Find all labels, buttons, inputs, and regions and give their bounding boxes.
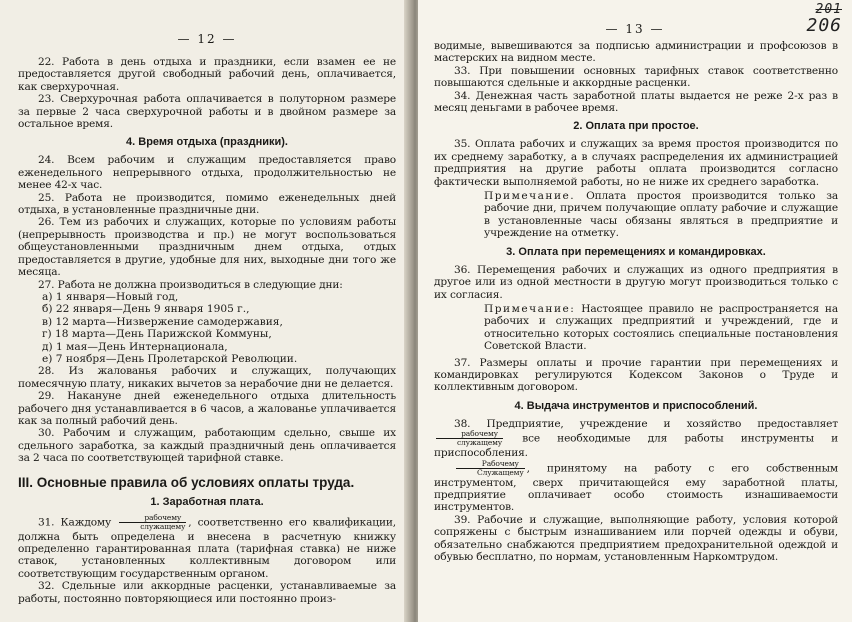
p38-mid: все необходимые для работы инструменты и приспособления. xyxy=(434,432,838,460)
note-label: Примечание: xyxy=(484,302,576,315)
holiday-item: а) 1 января—Новый год, xyxy=(42,290,179,303)
holiday-item: е) 7 ноября—День Пролетарской Революции. xyxy=(42,352,298,365)
holiday-item: г) 18 марта—День Парижской Коммуны, xyxy=(42,328,272,341)
heading-downtime: 2. Оплата при простое. xyxy=(573,120,699,133)
p31-rest: , соответственно его квалификации, должна быть определена и внесена в расчетную книжку определенно гарантированная плата (тарифная ставка) не ниже ставок, установленных коллективным договором или соответствующим государственным органом. xyxy=(18,516,397,580)
handwritten-archive-number xyxy=(806,2,842,34)
fraction-top: рабочему xyxy=(436,430,503,439)
paragraph-32: 32. Сдельные или аккордные расценки, устанавливаемые за работы, постоянно повторяющиеся или постоянно произ- xyxy=(18,580,396,605)
fraction-bottom: Служащему xyxy=(477,467,524,477)
note-downtime xyxy=(434,190,838,240)
paragraph-33: 33. При повышении основных тарифных ставок соответственно повышаются сдельные и аккордные расценки. xyxy=(434,64,838,90)
left-page xyxy=(0,0,410,622)
paragraph-25: 25. Работа не производится, помимо еженедельных дней отдыха, в установленные праздничные дни. xyxy=(18,191,396,217)
note-transfers xyxy=(434,303,838,353)
note-label: Примечание. xyxy=(484,190,576,203)
paragraph-26: 26. Тем из рабочих и служащих, которые по условиям работы (непрерывность производства и пр.) не могут воспользоваться общеустановленными праздничным днем отдыха, отдых предоставляется в другие, удобные для них, выходные дни того же месяца. xyxy=(18,216,396,279)
paragraph-39: 39. Рабочие и служащие, выполняющие работу, условия которой сопряжены с быстрым изнашиванием или порчей одежды и обуви, обязательно снабжаются предприятием предохранительной одеждой и обувью бесплатно, по нормам, установленным Наркомтрудом. xyxy=(434,513,838,563)
note-text: Оплата простоя производится только за рабочие дни, причем получающие оплату рабочие и служащие в установленные часы обязаны являться в предприятие и учреждение на отметку. xyxy=(484,190,838,240)
paragraph-37: 37. Размеры оплаты и прочие гарантии при перемещениях и командировках регулируются Кодексом Законов о Труде и коллективным договором. xyxy=(434,356,838,394)
holiday-item: б) 22 января—День 9 января 1905 г., xyxy=(42,303,250,316)
note-downtime-body xyxy=(484,190,838,240)
worker-employee-fraction xyxy=(436,430,503,447)
paragraph-35: 35. Оплата рабочих и служащих за время простоя производится по их среднему заработку, а в случаях распределения их администрацией предприятия на другие работы оплата производится согласно фактически выполняемой работы, но не ниже их среднего заработка. xyxy=(434,138,838,188)
worker-employee-fraction xyxy=(119,514,186,531)
heading-rest-time: 4. Время отдыха (праздники). xyxy=(126,136,288,149)
fraction-top: Рабочему xyxy=(456,460,525,469)
paragraph-23: 23. Сверхурочная работа оплачивается в полуторном размере за первые 2 часа сверхурочной работы и в двойном размере за остальное время. xyxy=(18,93,396,131)
paragraph-29: 29. Накануне дней еженедельного отдыха длительность рабочего дня устанавливается в 6 часов, а жалованье уплачивается как за полный рабочий день. xyxy=(18,390,396,427)
paragraph-22: 22. Работа в день отдыха и праздники, если взамен ее не предоставляется другой свободный рабочий день, оплачивается, как сверхурочная. xyxy=(18,56,396,93)
paragraph-24: 24. Всем рабочим и служащим предоставляется право еженедельного непрерывного отдыха, продолжительностью не менее 42-х час. xyxy=(18,154,396,192)
heading-transfers: 3. Оплата при перемещениях и командировках. xyxy=(506,245,766,258)
right-page-body xyxy=(434,40,838,563)
paragraph-30: 30. Рабочим и служащим, работающим сдельно, свыше их сдельного заработка, за каждый праздничный день оплачивается за 2 часа по соответствующей тарифной ставке. xyxy=(18,427,396,465)
heading-tools: 4. Выдача инструментов и приспособлений. xyxy=(514,399,758,412)
heading-wages: 1. Заработная плата. xyxy=(150,495,264,508)
paragraph-32-continued: водимые, вывешиваются за подписью администрации и профсоюзов в мастерских на видном месте. xyxy=(434,40,838,65)
handwritten-crossed-number: 201 xyxy=(815,2,842,17)
right-page xyxy=(418,0,852,622)
p31-start: 31. Каждому xyxy=(38,516,112,529)
paragraph-38 xyxy=(434,418,838,460)
paragraph-28: 28. Из жалованья рабочих и служащих, получающих помесячную плату, никаких вычетов за нерабочие дни не делается. xyxy=(18,365,396,390)
right-page-number: — 13 — xyxy=(605,22,665,36)
p38b-rest: , принятому на работу с его собственным инструментом, сверх причитающейся ему заработной платы, предприятие оплачивает особо стоимость изнашиваемости инструментов. xyxy=(434,462,838,514)
note-transfers-body xyxy=(484,303,838,353)
note-text: Настоящее правило не распространяется на рабочих и служащих предприятий и учреждений, где и относительно которых состоялись специальные постановления Советской Власти. xyxy=(484,302,838,353)
p38-start: 38. Предприятие, учреждение и хозяйство предоставляет xyxy=(454,417,838,430)
holiday-item: д) 1 мая—День Интернационала, xyxy=(42,340,228,353)
holiday-item: в) 12 марта—Низвержение самодержавия, xyxy=(42,315,283,328)
handwritten-number: 206 xyxy=(806,15,842,36)
fraction-top: рабочему xyxy=(119,514,186,523)
paragraph-31 xyxy=(18,514,396,581)
fraction-bottom: служащему xyxy=(140,521,186,531)
left-page-number: — 12 — xyxy=(177,32,237,46)
fraction-bottom: служащему xyxy=(457,438,503,448)
paragraph-38b xyxy=(434,460,838,514)
worker-employee-fraction xyxy=(456,460,525,477)
paragraph-36: 36. Перемещения рабочих и служащих из одного предприятия в другое или из одной местности в другую могут производиться только с их согласия. xyxy=(434,263,838,301)
paragraph-27: 27. Работа не должна производиться в следующие дни: xyxy=(38,278,343,291)
section-3-heading: III. Основные правила об условиях оплаты труда. xyxy=(18,474,355,490)
holiday-list xyxy=(42,291,396,365)
paragraph-34: 34. Денежная часть заработной платы выдается не реже 2-х раз в месяц деньгами в рабочее время. xyxy=(434,89,838,115)
